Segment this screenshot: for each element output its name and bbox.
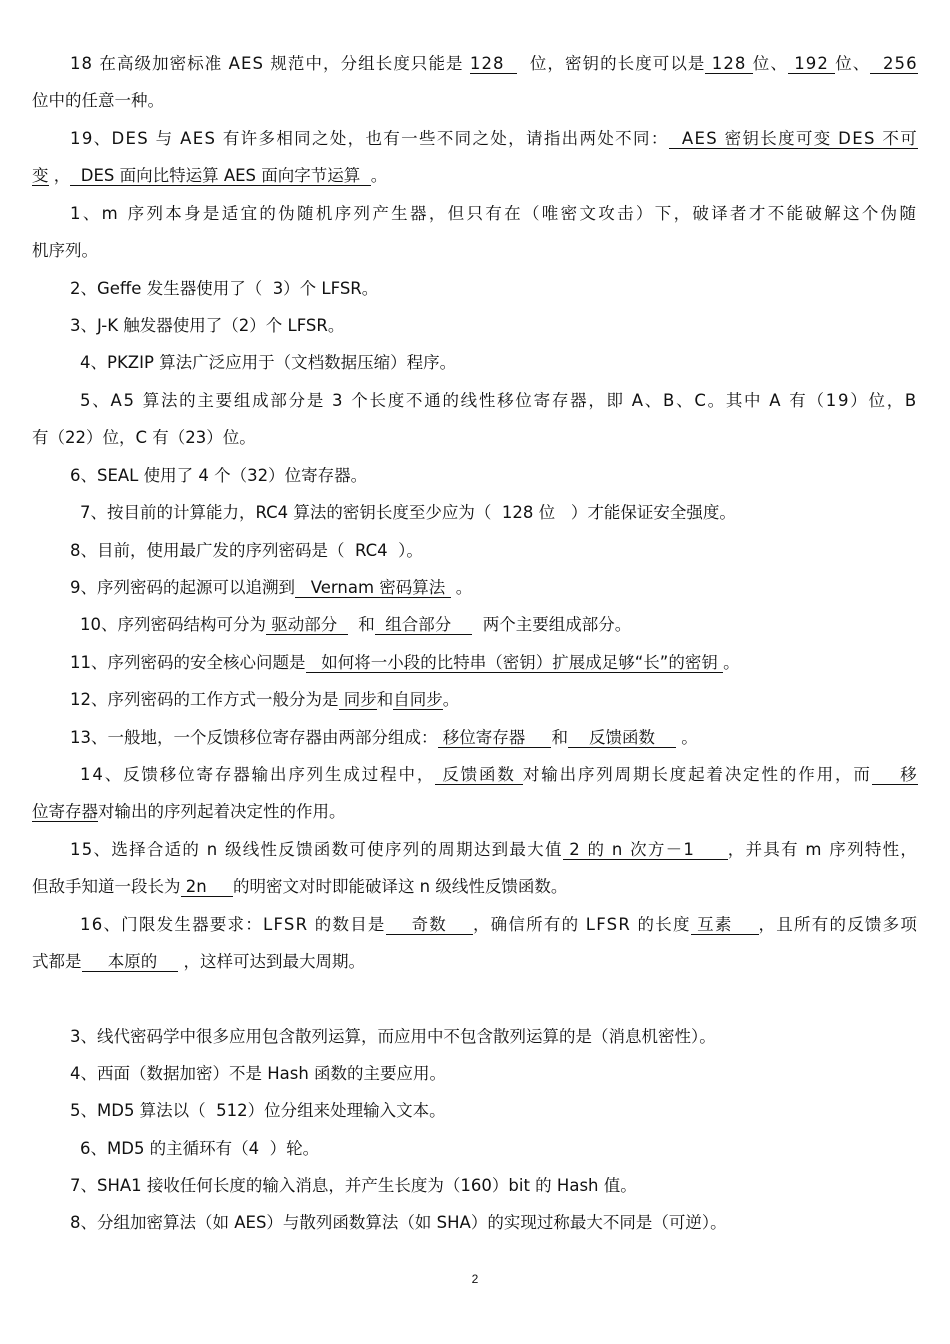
fill-in-answer: 2 的 n 次方－1 [562, 840, 728, 859]
text-segment: 7、按目前的计算能力，RC4 算法的密钥长度至少应为（ 128 位 ）才能保证安全强度。 [80, 503, 736, 522]
text-line [70, 727, 698, 749]
text-line [70, 839, 918, 861]
fill-in-answer: 256 [870, 54, 918, 73]
text-segment: 位中的任意一种。 [32, 91, 164, 110]
text-segment: 位，密钥的长度可以是 [517, 54, 706, 73]
text-segment: ，并具有 m 序列特性， [727, 840, 919, 859]
fill-in-answer: 如何将一小段的比特串（密钥）扩展成足够“长”的密钥 [305, 653, 724, 672]
text-segment: 5、A5 算法的主要组成部分是 3 个长度不通的线性移位寄存器，即 A、B、C。其中 A 有（19）位，B [80, 391, 918, 410]
text-line [32, 240, 98, 262]
fill-in-answer: 同步 [338, 690, 377, 709]
text-segment: 19、DES 与 AES 有许多相同之处，也有一些不同之处，请指出两处不同： [70, 129, 669, 148]
text-line [70, 315, 344, 337]
fill-in-answer: 反馈函数 [435, 765, 523, 784]
text-segment: ，且所有的反馈多项 [758, 915, 919, 934]
fill-in-answer: 128 [705, 54, 753, 73]
text-segment: 5、MD5 算法以（ 512）位分组来处理输入文本。 [70, 1101, 446, 1120]
text-line [32, 427, 256, 449]
text-line [70, 128, 918, 150]
text-segment: 9、序列密码的起源可以追溯到 [70, 578, 295, 597]
text-line [80, 914, 918, 936]
text-segment: 。 [442, 690, 460, 709]
text-segment: 和 [347, 615, 375, 634]
text-line [70, 652, 740, 674]
text-segment: 11、序列密码的安全核心问题是 [70, 653, 306, 672]
text-segment: 6、MD5 的主循环有（4 ）轮。 [80, 1139, 320, 1158]
fill-in-answer: 自同步 [393, 690, 443, 709]
fill-in-answer: 反馈函数 [567, 728, 676, 747]
text-line [80, 614, 631, 636]
text-line [70, 203, 918, 225]
text-segment: 2、Geffe 发生器使用了（ 3）个 LFSR。 [70, 279, 379, 298]
text-segment: 。 [723, 653, 740, 672]
text-segment: 15、选择合适的 n 级线性反馈函数可使序列的周期达到最大值 [70, 840, 563, 859]
text-line [70, 465, 367, 487]
fill-in-answer: 组合部分 [374, 615, 473, 634]
text-line [70, 1212, 727, 1234]
fill-in-answer: 移 [871, 765, 919, 784]
text-segment: 的明密文对时即能破译这 n 级线性反馈函数。 [232, 877, 568, 896]
text-line [80, 390, 918, 412]
text-segment: 和 [551, 728, 568, 747]
text-segment: 13、一般地，一个反馈移位寄存器由两部分组成： [70, 728, 438, 747]
text-line [70, 1175, 637, 1197]
text-segment: ，确信所有的 LFSR 的长度 [472, 915, 691, 934]
text-segment: 。 [370, 166, 388, 185]
text-segment: 和 [376, 690, 394, 709]
text-segment: 两个主要组成部分。 [472, 615, 632, 634]
text-segment: 6、SEAL 使用了 4 个（32）位寄存器。 [70, 466, 368, 485]
text-segment: 4、PKZIP 算法广泛应用于（文档数据压缩）程序。 [80, 353, 457, 372]
text-line [32, 165, 387, 187]
fill-in-answer: Vernam 密码算法 [295, 578, 451, 597]
text-line [32, 951, 365, 973]
text-line [70, 1026, 716, 1048]
text-segment: 位、 [835, 54, 871, 73]
text-segment: 7、SHA1 接收任何长度的输入消息，并产生长度为（160）bit 的 Hash 值。 [70, 1176, 637, 1195]
text-line [70, 689, 459, 711]
text-line [70, 1100, 446, 1122]
text-line [80, 502, 736, 524]
text-line [70, 577, 472, 599]
fill-in-answer: 2n [180, 877, 233, 896]
text-segment: 1、m 序列本身是适宜的伪随机序列产生器，但只有在（唯密文攻击）下，破译者才不能破解这个伪随 [70, 204, 919, 223]
text-line [70, 1063, 446, 1085]
text-segment: 16、门限发生器要求：LFSR 的数目是 [80, 915, 386, 934]
text-segment: 4、西面（数据加密）不是 Hash 函数的主要应用。 [70, 1064, 447, 1083]
text-segment: 14、反馈移位寄存器输出序列生成过程中， [80, 765, 436, 784]
fill-in-answer: 奇数 [385, 915, 473, 934]
text-line [32, 90, 164, 112]
fill-in-answer: DES 面向比特运算 AES 面向字节运算 [70, 166, 371, 185]
text-segment: 有（22）位，C 有（23）位。 [32, 428, 256, 447]
fill-in-answer: 192 [787, 54, 836, 73]
text-segment: 。 [675, 728, 698, 747]
text-segment: 8、分组加密算法（如 AES）与散列函数算法（如 SHA）的实现过称最大不同是（可逆）。 [70, 1213, 727, 1232]
text-line [80, 764, 918, 786]
text-line [32, 801, 346, 823]
fill-in-answer: 128 [469, 54, 518, 73]
fill-in-answer: AES 密钥长度可变 DES 不可 [668, 129, 919, 148]
text-segment: ，这样可达到最大周期。 [178, 952, 365, 971]
fill-in-answer: 变 [32, 166, 49, 185]
text-line [32, 876, 567, 898]
text-segment: 位、 [752, 54, 788, 73]
text-segment: 18 在高级加密标准 AES 规范中，分组长度只能是 [70, 54, 470, 73]
text-segment: ， [48, 166, 71, 185]
text-segment: 。 [450, 578, 473, 597]
fill-in-answer: 互素 [690, 915, 759, 934]
text-segment: 对输出的序列起着决定性的作用。 [98, 802, 346, 821]
text-line [80, 1138, 319, 1160]
text-line [70, 540, 423, 562]
fill-in-answer: 本原的 [81, 952, 179, 971]
fill-in-answer: 驱动部分 [266, 615, 348, 634]
text-segment: 8、目前，使用最广发的序列密码是（ RC4 ）。 [70, 541, 423, 560]
text-line [70, 278, 378, 300]
text-segment: 对输出序列周期长度起着决定性的作用，而 [522, 765, 872, 784]
fill-in-answer: 移位寄存器 [437, 728, 552, 747]
text-segment: 3、线代密码学中很多应用包含散列运算，而应用中不包含散列运算的是（消息机密性）。 [70, 1027, 716, 1046]
text-segment: 3、J-K 触发器使用了（2）个 LFSR。 [70, 316, 345, 335]
text-segment: 12、序列密码的工作方式一般分为是 [70, 690, 339, 709]
text-line [80, 352, 456, 374]
text-segment: 式都是 [32, 952, 82, 971]
text-segment: 10、序列密码结构可分为 [80, 615, 266, 634]
text-segment: 机序列。 [32, 241, 98, 260]
text-line [70, 53, 918, 75]
page-number: 2 [471, 1272, 479, 1286]
fill-in-answer: 位寄存器 [32, 802, 98, 821]
text-segment: 但敌手知道一段长为 [32, 877, 181, 896]
